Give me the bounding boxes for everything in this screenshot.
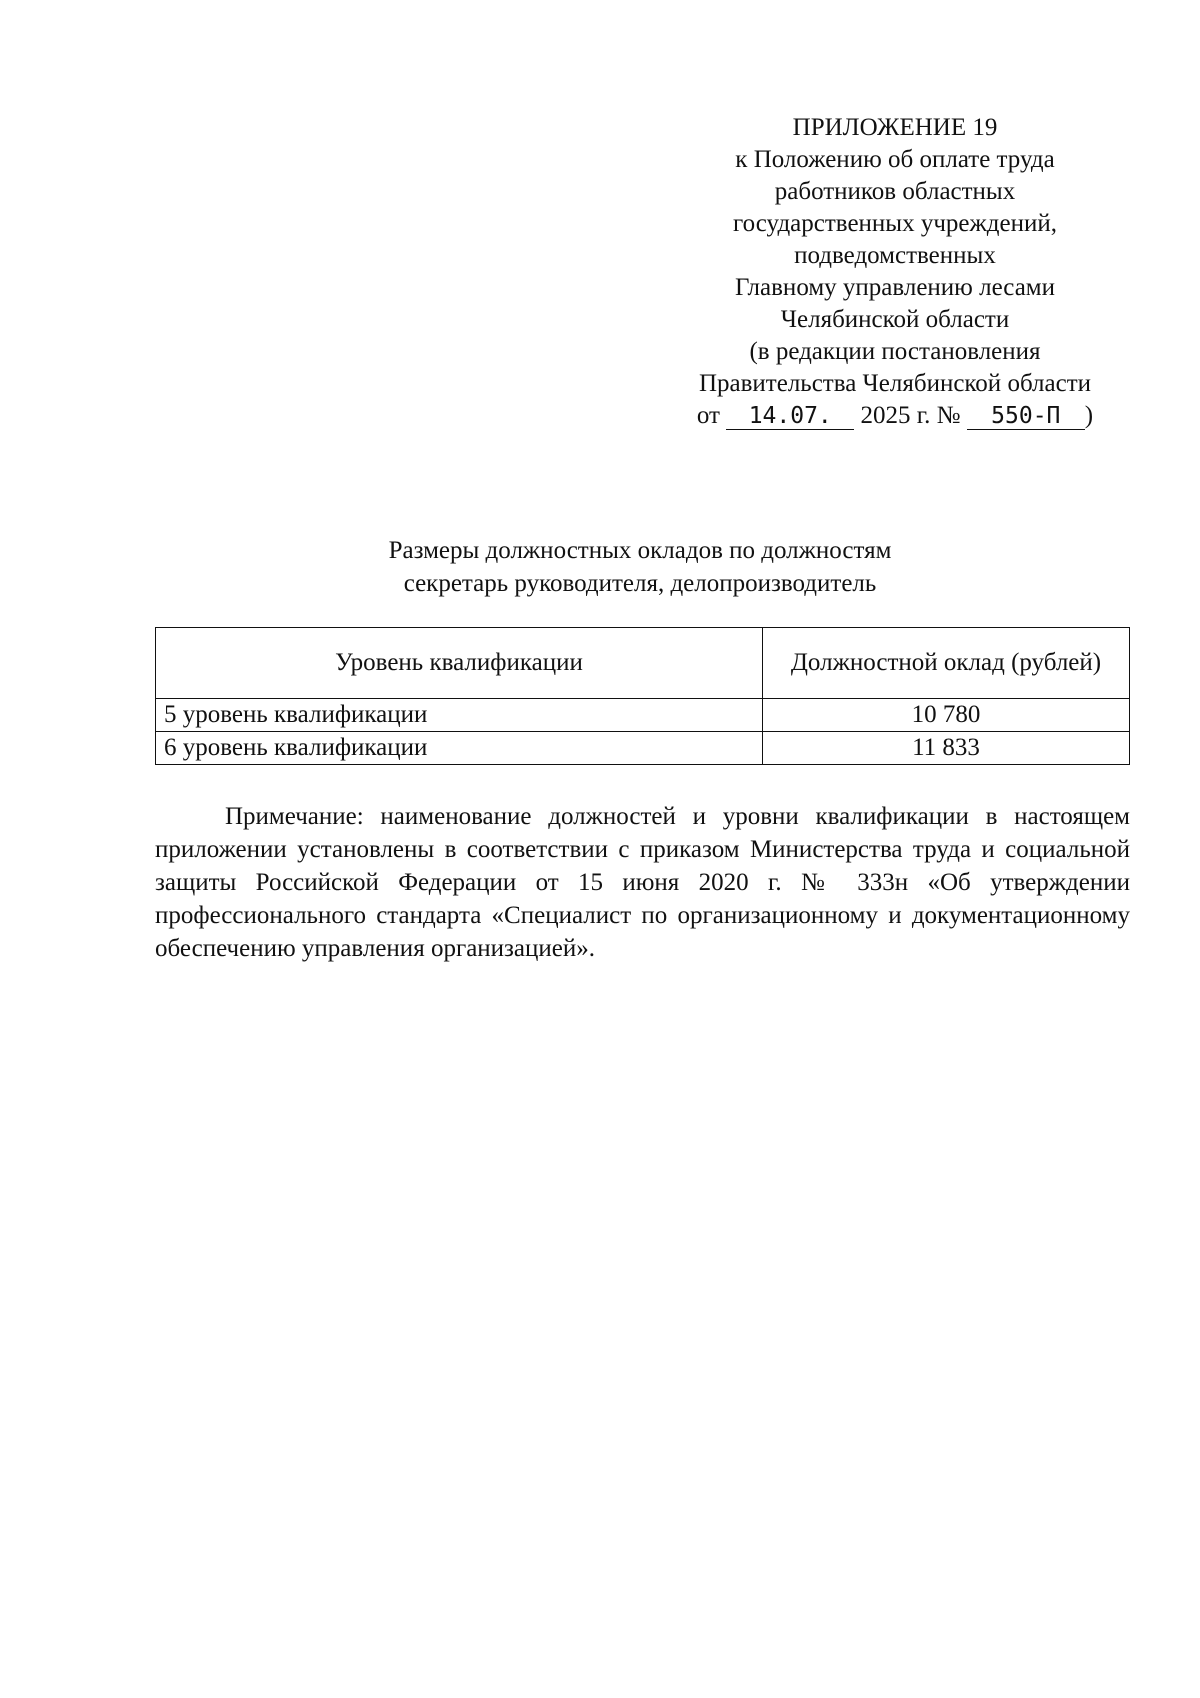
resolution-date-line xyxy=(660,400,1130,432)
resolution-number: 550-П xyxy=(967,403,1085,430)
appendix-line: работников областных xyxy=(774,178,1016,205)
resolution-year: 2025 г. № xyxy=(860,402,961,429)
note-paragraph: Примечание: наименование должностей и уровни квалификации в настоящем приложении установлены в соответствии с приказом Министерства труда и социальной защиты Российской Федерации от 15 июня 2020 г. № 333н «Об утверждении профессионального стандарта «Специалист по организационному и документационному обеспечению управления организацией». xyxy=(155,803,1130,962)
header-salary: Должностной оклад (рублей) xyxy=(763,628,1130,699)
salary-table xyxy=(155,627,1130,765)
cell-salary: 10 780 xyxy=(763,699,1130,732)
table-row xyxy=(156,732,1130,765)
appendix-line: (в редакции постановления xyxy=(749,338,1041,365)
appendix-header xyxy=(660,112,1130,432)
resolution-date: 14.07. xyxy=(726,403,854,430)
document-title-line1: Размеры должностных окладов по должностям xyxy=(388,537,892,564)
appendix-title: ПРИЛОЖЕНИЕ 19 xyxy=(792,114,998,141)
appendix-line: государственных учреждений, xyxy=(733,210,1057,237)
appendix-line: Главному управлению лесами xyxy=(734,274,1056,301)
table-row xyxy=(156,699,1130,732)
header-qualification-level: Уровень квалификации xyxy=(156,628,763,699)
document-title xyxy=(200,534,1080,600)
table-header-row xyxy=(156,628,1130,699)
appendix-line: Правительства Челябинской области xyxy=(698,370,1092,397)
appendix-line: подведомственных xyxy=(794,242,996,269)
closing-paren: ) xyxy=(1084,402,1094,429)
document-title-line2: секретарь руководителя, делопроизводитель xyxy=(403,570,877,597)
appendix-line: к Положению об оплате труда xyxy=(735,146,1055,173)
cell-salary: 11 833 xyxy=(763,732,1130,765)
cell-level: 6 уровень квалификации xyxy=(156,732,763,765)
appendix-line: Челябинской области xyxy=(780,306,1010,333)
cell-level: 5 уровень квалификации xyxy=(156,699,763,732)
date-prefix: от xyxy=(696,402,720,429)
